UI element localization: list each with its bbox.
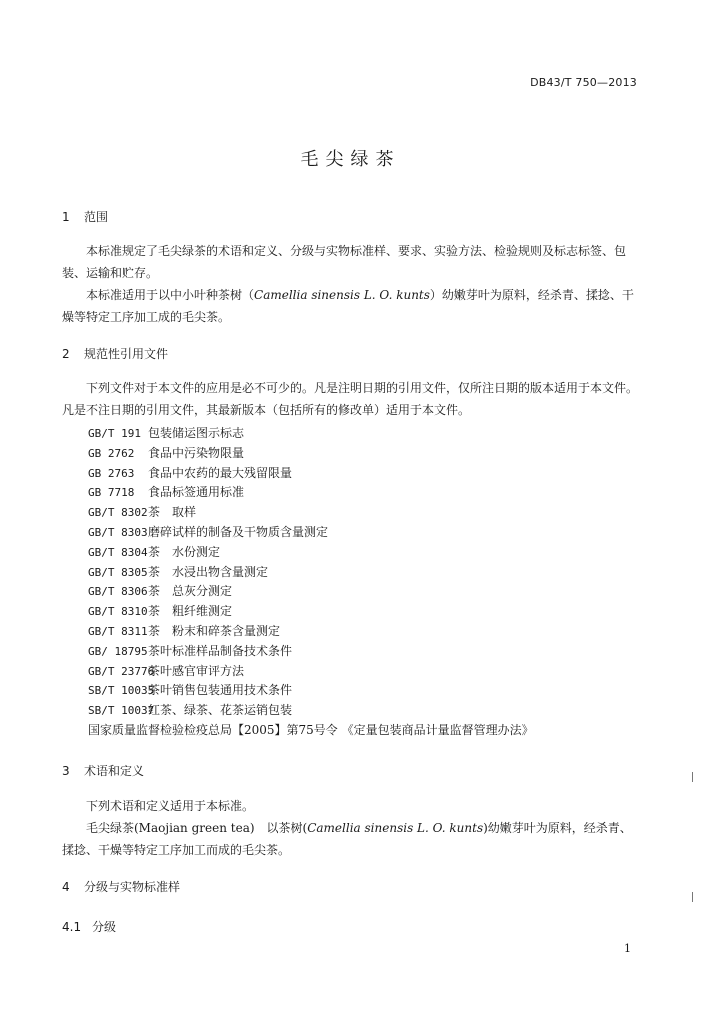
- reference-code: GB/ 18795: [88, 644, 148, 658]
- scan-mark: [692, 892, 693, 902]
- section-number: 3: [62, 764, 70, 778]
- reference-name: 茶 总灰分测定: [148, 584, 233, 599]
- section-title: 分级与实物标准样: [84, 880, 181, 894]
- reference-name: 食品中污染物限量: [148, 445, 245, 460]
- reference-code: GB/T 8305: [88, 565, 148, 579]
- reference-name: 茶 水浸出物含量测定: [148, 564, 269, 579]
- reference-code: GB 2763: [88, 466, 135, 480]
- reference-name: 包装储运图示标志: [148, 426, 245, 440]
- reference-code: GB/T 8302: [88, 506, 148, 520]
- normative-intro: 下列文件对于本文件的应用是必不可少的。凡是注明日期的引用文件，仅所注日期的版本适用于本文件。凡是不注日期的引用文件，其最新版本（包括所有的修改单）适用于本文件。: [62, 381, 639, 417]
- species-name: Camellia sinensis L. O. kunts: [254, 288, 430, 302]
- section-title: 术语和定义: [84, 764, 145, 778]
- document-title: 毛尖绿茶: [300, 149, 401, 170]
- section-number: 4.1: [62, 920, 82, 934]
- reference-item: [88, 701, 534, 721]
- species-name: Camellia sinensis L. O. kunts: [307, 821, 484, 835]
- term-text-b: )幼嫩芽叶为原料，经杀青、揉捻、干燥等特定工序加工而成的毛尖茶。: [62, 821, 632, 857]
- reference-item: [88, 483, 534, 503]
- page-number: 1: [624, 942, 631, 955]
- reference-code: GB/T 191: [88, 427, 141, 440]
- reference-name: 茶叶销售包装通用技术条件: [148, 683, 293, 698]
- reference-code: SB/T 10037: [88, 704, 155, 718]
- reference-code: GB/T 8311: [88, 624, 148, 638]
- reference-item: [88, 602, 534, 622]
- scan-mark: [692, 772, 693, 782]
- section-number: 2: [62, 347, 70, 361]
- scope-paragraph-2: [62, 284, 642, 328]
- reference-item: [88, 464, 534, 484]
- reference-name: 茶叶标准样品制备技术条件: [148, 643, 293, 658]
- reference-name: 茶叶感官审评方法: [148, 663, 245, 678]
- reference-name: 茶 粉末和碎茶含量测定: [148, 623, 281, 638]
- section-heading-terms: [62, 762, 144, 779]
- reference-item: [88, 642, 534, 662]
- reference-name: 食品标签通用标准: [148, 485, 245, 500]
- terms-intro: 下列术语和定义适用于本标准。: [86, 799, 255, 813]
- reference-item: [88, 523, 534, 543]
- reference-name: 磨碎试样的制备及干物质含量测定: [148, 524, 329, 539]
- scope-text-a: 本标准适用于以中小叶种茶树（: [86, 288, 255, 302]
- section-title: 规范性引用文件: [84, 347, 169, 361]
- reference-item: [88, 543, 534, 563]
- reference-item: [88, 424, 534, 444]
- reference-code: SB/T 10035: [88, 684, 155, 698]
- reference-code: GB/T 8310: [88, 605, 148, 619]
- reference-item: [88, 563, 534, 583]
- reference-name: 茶 粗纤维测定: [148, 604, 233, 619]
- reference-item: [88, 681, 534, 701]
- reference-item: [88, 503, 534, 523]
- reference-item: [88, 622, 534, 642]
- reference-item: [88, 662, 534, 682]
- scope-text-b: ）幼嫩芽叶为原料，经杀青、揉捻、干燥等特定工序加工成的毛尖茶。: [62, 288, 634, 324]
- reference-name: 茶 水份测定: [148, 544, 221, 559]
- reference-name: 国家质量监督检验检疫总局【2005】第75号令 《定量包装商品计量监督管理办法》: [88, 722, 534, 737]
- reference-name: 食品中农药的最大残留限量: [148, 465, 293, 480]
- section-heading-scope: [62, 208, 108, 225]
- section-heading-grading: [62, 878, 180, 895]
- term-text-a: 毛尖绿茶(Maojian green tea) 以茶树(: [86, 821, 308, 835]
- section-number: 4: [62, 880, 70, 894]
- section-number: 1: [62, 210, 70, 224]
- reference-item: [88, 721, 534, 741]
- reference-code: GB/T 23776: [88, 664, 155, 678]
- subsection-heading-grading: [62, 918, 116, 935]
- reference-name: 茶 取样: [148, 505, 197, 520]
- reference-code: GB 2762: [88, 446, 135, 460]
- reference-item: [88, 444, 534, 464]
- term-definition: [62, 817, 642, 861]
- reference-name: 红茶、绿茶、花茶运销包装: [148, 703, 293, 718]
- reference-code: GB/T 8303: [88, 525, 148, 539]
- document-code: DB43/T 750—2013: [530, 76, 637, 89]
- section-title: 范围: [84, 210, 109, 224]
- section-title: 分级: [92, 920, 117, 934]
- reference-code: GB/T 8306: [88, 585, 148, 599]
- reference-item: [88, 582, 534, 602]
- reference-code: GB/T 8304: [88, 545, 148, 559]
- scope-paragraph-1: 本标准规定了毛尖绿茶的术语和定义、分级与实物标准样、要求、实验方法、检验规则及标志标签、包装、运输和贮存。: [62, 244, 627, 280]
- reference-code: GB 7718: [88, 486, 135, 500]
- section-heading-normative-references: [62, 345, 168, 362]
- reference-list: [88, 424, 534, 741]
